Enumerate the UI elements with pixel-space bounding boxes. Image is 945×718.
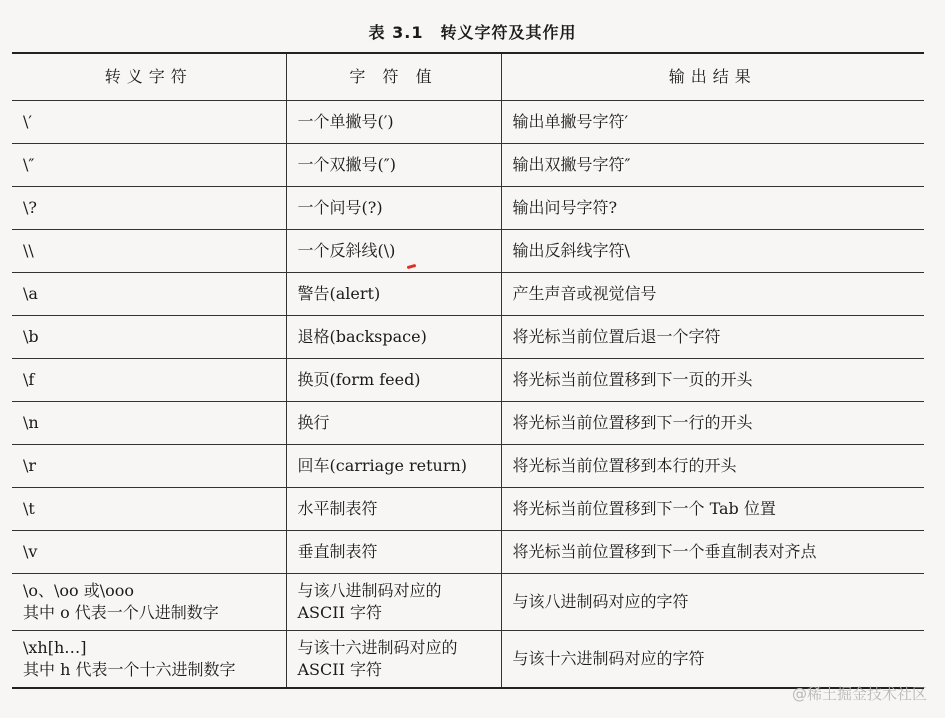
table-row: [12, 230, 924, 273]
output-result-cell: 与该八进制码对应的字符: [501, 574, 924, 631]
escape-char-cell: \f: [12, 359, 286, 402]
output-result-cell: 将光标当前位置移到下一行的开头: [501, 402, 924, 445]
escape-char-cell: [12, 631, 286, 689]
char-value-cell: 回车(carriage return): [286, 445, 501, 488]
escape-char-cell: \n: [12, 402, 286, 445]
table-row-octal: [12, 574, 924, 631]
char-value-cell: [286, 574, 501, 631]
output-result-cell: 将光标当前位置移到下一个垂直制表对齐点: [501, 531, 924, 574]
output-result-cell: 将光标当前位置移到下一个 Tab 位置: [501, 488, 924, 531]
escape-char-cell: \′: [12, 101, 286, 144]
table-row: [12, 445, 924, 488]
header-output-result: 输出结果: [501, 53, 924, 101]
table-header-row: [12, 53, 924, 101]
escape-char-cell: \b: [12, 316, 286, 359]
table-row: [12, 101, 924, 144]
output-result-cell: 输出单撇号字符′: [501, 101, 924, 144]
char-value-cell: 一个单撇号(′): [286, 101, 501, 144]
escape-char-line: \o、\oo 或\ooo: [23, 581, 135, 600]
escape-char-cell: \?: [12, 187, 286, 230]
header-char-value: 字 符 值: [286, 53, 501, 101]
char-value-line: ASCII 字符: [297, 660, 382, 679]
table-row-hex: [12, 631, 924, 689]
escape-char-cell: \\: [12, 230, 286, 273]
table-row: [12, 273, 924, 316]
char-value-cell: 一个反斜线(\): [286, 230, 501, 273]
escape-char-note: 其中 h 代表一个十六进制数字: [23, 660, 236, 679]
output-result-cell: 将光标当前位置移到本行的开头: [501, 445, 924, 488]
header-escape-char: 转义字符: [12, 53, 286, 101]
escape-char-line: \xh[h…]: [23, 638, 87, 657]
char-value-cell: 换页(form feed): [286, 359, 501, 402]
output-result-cell: 输出问号字符?: [501, 187, 924, 230]
char-value-cell: 垂直制表符: [286, 531, 501, 574]
output-result-cell: 将光标当前位置移到下一页的开头: [501, 359, 924, 402]
escape-char-cell: \v: [12, 531, 286, 574]
table-row: [12, 187, 924, 230]
table-row: [12, 531, 924, 574]
char-value-line: ASCII 字符: [297, 603, 382, 622]
char-value-cell: 一个问号(?): [286, 187, 501, 230]
char-value-cell: 一个双撇号(″): [286, 144, 501, 187]
table-caption: 表 3.1 转义字符及其作用: [368, 23, 577, 42]
char-value-cell: 警告(alert): [286, 273, 501, 316]
char-value-line: 与该八进制码对应的: [297, 581, 442, 600]
table-row: [12, 144, 924, 187]
output-result-cell: 输出双撇号字符″: [501, 144, 924, 187]
escape-char-cell: \t: [12, 488, 286, 531]
output-result-cell: 产生声音或视觉信号: [501, 273, 924, 316]
table-row: [12, 359, 924, 402]
char-value-cell: 退格(backspace): [286, 316, 501, 359]
escape-characters-table: [12, 52, 924, 689]
watermark: @稀土掘金技术社区: [791, 685, 927, 703]
table-row: [12, 316, 924, 359]
output-result-cell: 与该十六进制码对应的字符: [501, 631, 924, 689]
escape-char-cell: \a: [12, 273, 286, 316]
escape-char-cell: \″: [12, 144, 286, 187]
char-value-cell: [286, 631, 501, 689]
char-value-line: 与该十六进制码对应的: [297, 638, 458, 657]
escape-char-cell: \r: [12, 445, 286, 488]
char-value-cell: 水平制表符: [286, 488, 501, 531]
escape-char-cell: [12, 574, 286, 631]
char-value-cell: 换行: [286, 402, 501, 445]
output-result-cell: 输出反斜线字符\: [501, 230, 924, 273]
table-row: [12, 402, 924, 445]
escape-char-note: 其中 o 代表一个八进制数字: [23, 603, 219, 622]
table-row: [12, 488, 924, 531]
output-result-cell: 将光标当前位置后退一个字符: [501, 316, 924, 359]
